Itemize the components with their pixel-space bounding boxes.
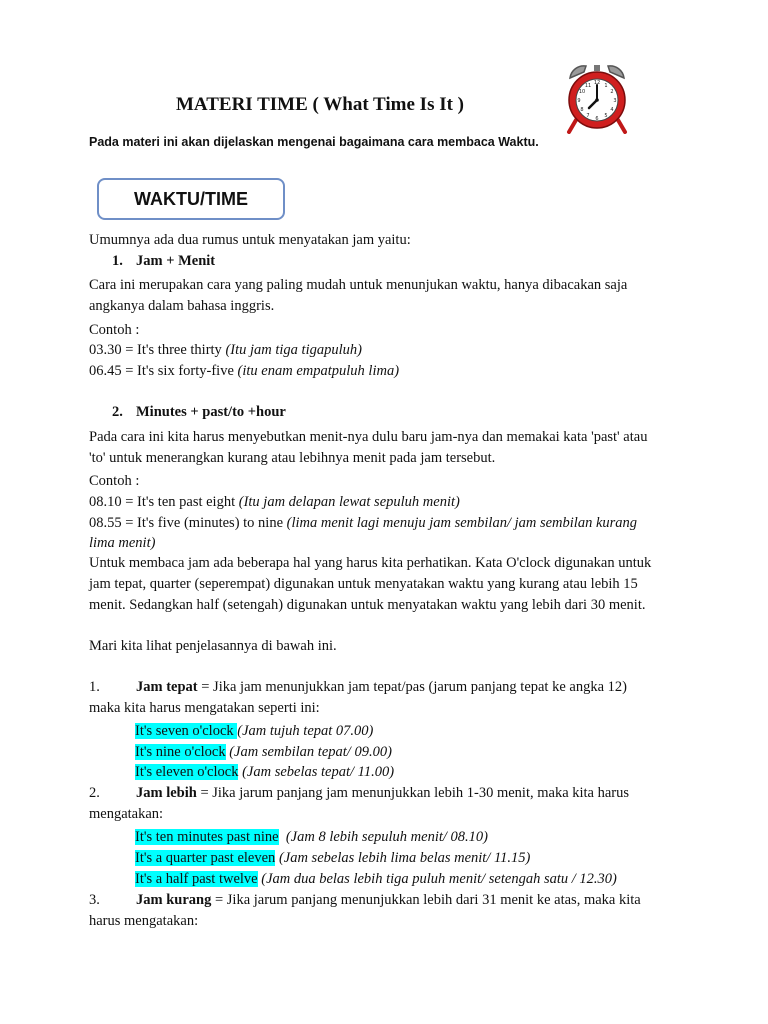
svg-text:4: 4 — [610, 107, 614, 113]
page-title: MATERI TIME ( What Time Is It ) — [175, 94, 465, 115]
highlighted-phrase: It's ten minutes past nine — [135, 829, 279, 845]
example-line — [135, 869, 617, 890]
list-item-number: 1. — [89, 679, 100, 695]
waktu-time-box: WAKTU/TIME — [97, 178, 285, 220]
section2-example1 — [89, 492, 460, 513]
svg-text:9: 9 — [577, 98, 581, 104]
section2-heading: Minutes + past/to +hour — [136, 404, 286, 420]
svg-text:1: 1 — [604, 83, 608, 89]
example-translation: (itu enam empatpuluh lima) — [237, 363, 400, 379]
section1-heading-number: 1. — [112, 253, 123, 269]
svg-text:2: 2 — [610, 89, 614, 95]
example-text: 08.55 = It's five (minutes) to nine — [89, 515, 287, 531]
highlighted-phrase: It's nine o'clock — [135, 744, 226, 760]
section1-contoh: Contoh : — [89, 322, 140, 338]
list-item-definition: = Jika jarum panjang jam menunjukkan lebih 1-30 menit, maka kita harus — [196, 785, 630, 801]
section2-example2-continued: lima menit) — [89, 535, 156, 551]
list-item-number: 3. — [89, 892, 100, 908]
section2-mari-text: Mari kita lihat penjelasannya di bawah ini. — [89, 638, 337, 654]
list-item-continuation: mengatakan: — [89, 806, 164, 822]
svg-text:6: 6 — [595, 116, 599, 122]
list-item-continuation: maka kita harus mengatakan seperti ini: — [89, 700, 320, 716]
section2-heading-number: 2. — [112, 404, 123, 420]
section2-contoh: Contoh : — [89, 473, 140, 489]
svg-text:3: 3 — [613, 98, 617, 104]
svg-text:12: 12 — [593, 80, 601, 86]
example-translation: (lima menit lagi menuju jam sembilan/ jam sembilan kurang — [286, 515, 638, 531]
section2-desc-line2: 'to' untuk menerangkan kurang atau lebihnya menit pada jam tersebut. — [89, 450, 496, 466]
section2-paragraph-line1: Untuk membaca jam ada beberapa hal yang harus kita perhatikan. Kata O'clock digunakan untuk — [89, 555, 652, 571]
section1-lead: Umumnya ada dua rumus untuk menyatakan jam yaitu: — [89, 232, 411, 248]
highlighted-phrase: It's a quarter past eleven — [135, 850, 276, 866]
section2-desc-line1: Pada cara ini kita harus menyebutkan menit-nya dulu baru jam-nya dan memakai kata 'past' atau — [89, 429, 648, 445]
svg-text:10: 10 — [578, 89, 586, 95]
example-translation: (Jam dua belas lebih tiga puluh menit/ setengah satu / 12.30) — [257, 871, 617, 887]
section1-desc-line2: angkanya dalam bahasa inggris. — [89, 298, 275, 314]
example-line — [135, 827, 488, 848]
example-translation: (Jam tujuh tepat 07.00) — [237, 723, 374, 739]
list-item-jam-lebih — [136, 783, 629, 804]
section1-desc-line1: Cara ini merupakan cara yang paling mudah untuk menunjukan waktu, hanya dibacakan saja — [89, 277, 628, 293]
example-translation: (Jam sebelas tepat/ 11.00) — [238, 764, 395, 780]
list-item-jam-tepat — [136, 677, 627, 698]
section2-paragraph-line2: jam tepat, quarter (seperempat) digunakan untuk menyatakan waktu yang kurang atau lebih 15 — [89, 576, 638, 592]
section2-example2 — [89, 513, 637, 534]
list-item-term: Jam kurang — [136, 892, 212, 908]
example-line — [135, 742, 392, 763]
highlighted-phrase: It's seven o'clock — [135, 723, 238, 739]
example-translation: (Jam sebelas lebih lima belas menit/ 11.15) — [275, 850, 531, 866]
list-item-term: Jam lebih — [136, 785, 197, 801]
intro-text: Pada materi ini akan dijelaskan mengenai bagaimana cara membaca Waktu. — [89, 135, 539, 149]
example-text: 08.10 = It's ten past eight — [89, 494, 239, 510]
example-line — [135, 762, 394, 783]
list-item-definition: = Jika jam menunjukkan jam tepat/pas (jarum panjang tepat ke angka 12) — [197, 679, 627, 695]
highlighted-phrase: It's a half past twelve — [135, 871, 258, 887]
list-item-number: 2. — [89, 785, 100, 801]
list-item-continuation: harus mengatakan: — [89, 913, 199, 929]
list-item-definition: = Jika jarum panjang menunjukkan lebih dari 31 menit ke atas, maka kita — [211, 892, 641, 908]
example-text: 03.30 = It's three thirty — [89, 342, 226, 358]
example-translation: (Jam 8 lebih sepuluh menit/ 08.10) — [278, 829, 488, 845]
example-translation: (Itu jam delapan lewat sepuluh menit) — [238, 494, 460, 510]
alarm-clock-icon — [560, 62, 634, 134]
example-text: 06.45 = It's six forty-five — [89, 363, 238, 379]
svg-text:8: 8 — [580, 107, 584, 113]
example-line — [135, 721, 373, 742]
example-translation: (Itu jam tiga tigapuluh) — [225, 342, 362, 358]
svg-text:5: 5 — [604, 113, 608, 119]
svg-text:11: 11 — [584, 83, 592, 89]
section2-paragraph-line3: menit. Sedangkan half (setengah) digunakan untuk menyatakan waktu yang lebih dari 30 menit. — [89, 597, 646, 613]
list-item-term: Jam tepat — [136, 679, 198, 695]
section1-heading: Jam + Menit — [136, 253, 216, 269]
highlighted-phrase: It's eleven o'clock — [135, 764, 239, 780]
list-item-jam-kurang — [136, 890, 641, 911]
section1-example2 — [89, 361, 399, 382]
section1-example1 — [89, 340, 362, 361]
svg-text:7: 7 — [586, 113, 590, 119]
example-line — [135, 848, 530, 869]
example-translation: (Jam sembilan tepat/ 09.00) — [225, 744, 392, 760]
